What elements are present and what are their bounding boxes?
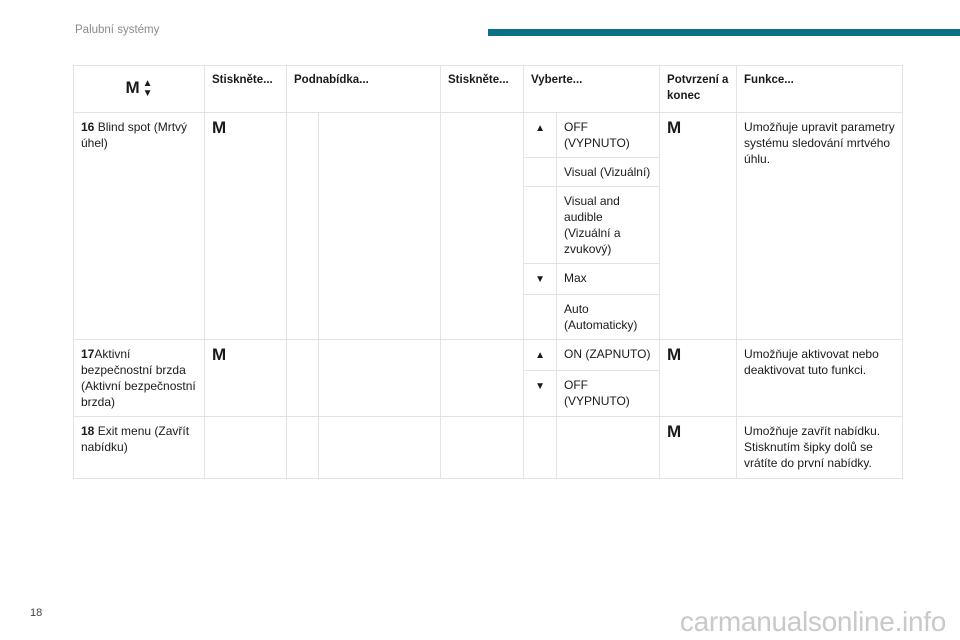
option-cell: Auto (Automaticky) bbox=[557, 295, 660, 340]
up-arrow-icon: ▲ bbox=[142, 78, 153, 90]
arrow-cell bbox=[524, 295, 557, 340]
page-number: 18 bbox=[30, 607, 43, 619]
empty-cell bbox=[319, 340, 441, 417]
empty-cell bbox=[287, 113, 319, 340]
menu-item-label: 17Aktivní bezpečnostní brzda (Aktivní bezpečnostní brzda) bbox=[74, 340, 205, 417]
option-cell: Visual (Vizuální) bbox=[557, 158, 660, 187]
empty-cell bbox=[287, 340, 319, 417]
press-cell bbox=[205, 113, 287, 340]
col-header-select: Vyberte... bbox=[524, 66, 660, 113]
arrow-cell bbox=[524, 340, 557, 371]
function-cell: Umožňuje aktivovat nebo deaktivovat tuto funkci. bbox=[737, 340, 903, 417]
empty-cell bbox=[287, 417, 319, 479]
option-cell: Max bbox=[557, 264, 660, 295]
m-key-icon: M bbox=[667, 345, 682, 364]
arrow-cell bbox=[524, 158, 557, 187]
arrow-cell bbox=[524, 113, 557, 158]
m-key-icon: M bbox=[667, 422, 682, 441]
m-key-icon: M bbox=[212, 345, 227, 364]
col-header-press-2: Stiskněte... bbox=[441, 66, 524, 113]
m-key-icon: M bbox=[212, 118, 227, 137]
col-header-submenu: Podnabídka... bbox=[287, 66, 441, 113]
header-icon-cell bbox=[74, 66, 205, 113]
empty-cell bbox=[319, 113, 441, 340]
up-down-arrows-icon bbox=[143, 79, 153, 99]
function-cell: Umožňuje upravit parametry systému sledování mrtvého úhlu. bbox=[737, 113, 903, 340]
down-arrow-icon: ▼ bbox=[535, 381, 545, 393]
empty-cell bbox=[319, 417, 441, 479]
press-cell bbox=[205, 340, 287, 417]
empty-cell bbox=[524, 417, 557, 479]
running-header: Palubní systémy bbox=[75, 24, 160, 36]
down-arrow-icon: ▼ bbox=[535, 274, 545, 285]
option-cell: OFF (VYPNUTO) bbox=[557, 371, 660, 417]
option-cell: OFF (VYPNUTO) bbox=[557, 113, 660, 158]
table-row bbox=[74, 113, 903, 158]
option-cell: Visual and audible (Vizuální a zvukový) bbox=[557, 187, 660, 264]
col-header-press: Stiskněte... bbox=[205, 66, 287, 113]
down-arrow-icon: ▼ bbox=[142, 88, 153, 100]
menu-item-label: 16 Blind spot (Mrtvý úhel) bbox=[74, 113, 205, 340]
confirm-cell bbox=[660, 113, 737, 340]
empty-cell bbox=[441, 417, 524, 479]
menu-item-label: 18 Exit menu (Zavřít nabídku) bbox=[74, 417, 205, 479]
confirm-cell bbox=[660, 417, 737, 479]
arrow-cell bbox=[524, 371, 557, 417]
empty-cell bbox=[557, 417, 660, 479]
col-header-function: Funkce... bbox=[737, 66, 903, 113]
table-row bbox=[74, 417, 903, 479]
arrow-cell bbox=[524, 264, 557, 295]
option-cell: ON (ZAPNUTO) bbox=[557, 340, 660, 371]
up-arrow-icon: ▲ bbox=[535, 123, 545, 134]
press-cell bbox=[205, 417, 287, 479]
col-header-confirm: Potvrzení a konec bbox=[660, 66, 737, 113]
table-header-row bbox=[74, 66, 903, 113]
arrow-cell bbox=[524, 187, 557, 264]
header-accent-bar bbox=[488, 29, 960, 36]
up-arrow-icon: ▲ bbox=[535, 350, 545, 361]
empty-cell bbox=[441, 340, 524, 417]
empty-cell bbox=[441, 113, 524, 340]
confirm-cell bbox=[660, 340, 737, 417]
menu-table bbox=[73, 65, 903, 479]
table-row bbox=[74, 340, 903, 371]
function-cell: Umožňuje zavřít nabídku. Stisknutím šipky dolů se vrátíte do první nabídky. bbox=[737, 417, 903, 479]
watermark: carmanualsonline.info bbox=[679, 606, 946, 637]
m-key-icon: M bbox=[125, 77, 140, 97]
m-key-icon: M bbox=[667, 118, 682, 137]
